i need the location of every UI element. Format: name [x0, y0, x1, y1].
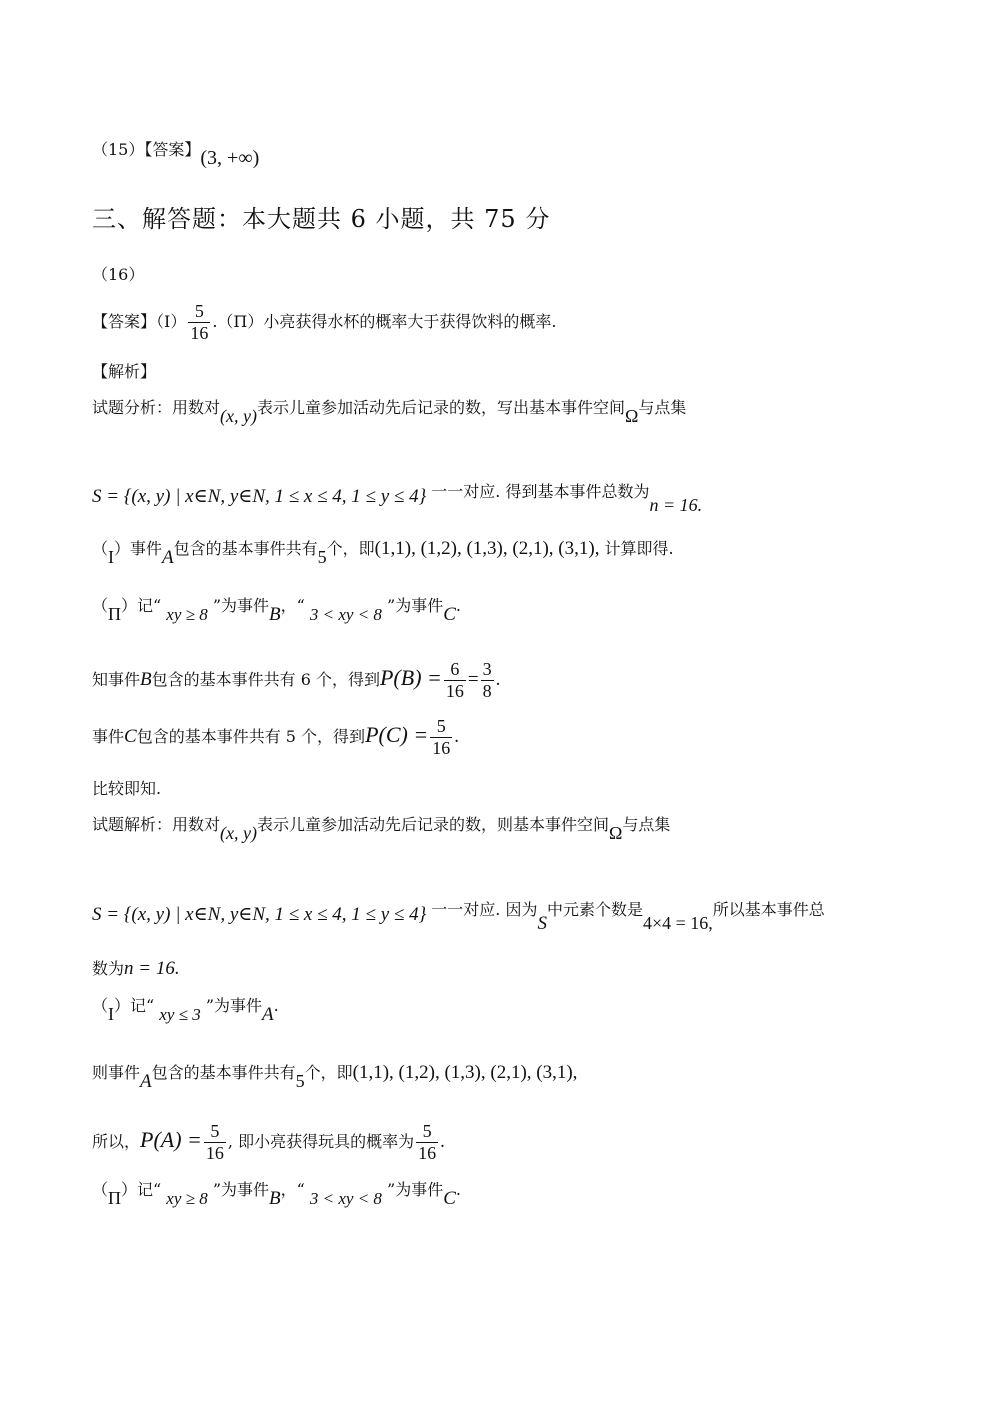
text: 包含的基本事件共有	[151, 1063, 296, 1082]
text: （	[92, 539, 109, 558]
condition: 3 < xy < 8	[309, 1189, 382, 1208]
q16-label: （16）	[92, 265, 145, 284]
text: 所以，	[92, 1131, 141, 1151]
pair-expr: (x, y)	[220, 406, 257, 426]
detail-set-line	[92, 900, 825, 936]
text: 试题分析：用数对	[92, 398, 221, 417]
fraction-numerator: 5	[436, 716, 446, 736]
text: （	[92, 996, 109, 1015]
brief-part1-line	[92, 538, 674, 570]
brief-event-c-line	[92, 717, 459, 758]
text: ”为事件	[205, 996, 262, 1015]
text: .	[440, 1130, 445, 1152]
roman-numeral: Π	[108, 1188, 122, 1208]
prob-expr: P(B) =	[379, 664, 442, 690]
fraction-denominator: 16	[445, 680, 464, 701]
text: .	[455, 1180, 461, 1199]
detail-part2-line	[92, 1180, 461, 1211]
section-heading: 三、解答题：本大题共 6 小题，共 75 分	[92, 205, 551, 233]
brief-line-1	[92, 398, 686, 428]
text: ”为事件	[212, 596, 269, 615]
event-var: C	[124, 725, 137, 747]
text: .	[455, 596, 461, 615]
detail-n-line	[92, 958, 180, 981]
text: ）记“	[114, 996, 155, 1015]
event-var: B	[269, 604, 281, 625]
fraction-numerator: 6	[450, 659, 460, 679]
fraction-denominator: 8	[482, 680, 492, 701]
outcome-list: (1,1), (1,2), (1,3), (2,1), (3,1),	[374, 538, 600, 559]
condition: 3 < xy < 8	[309, 605, 382, 624]
condition: xy ≥ 8	[166, 605, 208, 624]
text: （	[92, 1180, 109, 1199]
text: ”为事件	[387, 1180, 444, 1199]
prob-expr: P(A) =	[140, 1126, 202, 1152]
brief-set-line	[92, 482, 702, 517]
fraction-denominator: 16	[190, 322, 209, 343]
equals: =	[467, 668, 479, 690]
text: 计算即得.	[604, 539, 674, 558]
text: 所以基本事件总	[712, 900, 825, 919]
roman-numeral: Π	[108, 604, 122, 624]
fraction-numerator: 5	[210, 1121, 220, 1141]
q16-answer-line	[92, 302, 556, 343]
condition: xy ≤ 3	[159, 1005, 201, 1024]
text: （	[92, 596, 109, 615]
prob-expr: P(C) =	[365, 721, 429, 747]
text: ，“	[280, 596, 305, 615]
detail-part1-line	[92, 996, 279, 1027]
text: ）事件	[114, 539, 163, 558]
text: 包含的基本事件共有 6 个，得到	[151, 669, 380, 689]
compare-line: 比较即知.	[92, 779, 162, 798]
fraction-numerator: 3	[482, 659, 492, 679]
event-var: C	[443, 604, 456, 625]
omega-symbol: Ω	[625, 406, 639, 426]
event-var: C	[443, 1188, 456, 1209]
pair-expr: (x, y)	[220, 823, 257, 843]
roman-numeral: I	[108, 547, 115, 567]
text: 个，即	[326, 539, 375, 558]
text: , 即小亮获得玩具的概率为	[227, 1131, 415, 1151]
q16-answer-fraction	[188, 302, 210, 343]
text: 数为	[92, 959, 125, 978]
n-expr: n = 16.	[649, 495, 703, 515]
text: 事件	[92, 726, 125, 746]
text: ）记“	[121, 596, 162, 615]
q15-label: （15）【答案】	[92, 140, 201, 159]
fraction-numerator: 5	[194, 301, 204, 321]
text: .	[495, 668, 501, 690]
condition: xy ≥ 8	[166, 1189, 208, 1208]
count: 5	[317, 547, 327, 567]
text: 包含的基本事件共有 5 个，得到	[136, 726, 366, 746]
analysis-label: 【解析】	[92, 362, 157, 381]
fraction	[204, 1122, 226, 1163]
text: 则事件	[92, 1063, 141, 1082]
q16-answer-label: 【答案】（Ⅰ）	[92, 311, 187, 331]
text: 表示儿童参加活动先后记录的数，则基本事件空间	[256, 815, 609, 834]
brief-event-b-line	[92, 660, 500, 701]
text: 与点集	[638, 398, 687, 417]
text: 与点集	[622, 815, 671, 834]
set-expr: S = {(x, y) | x∈N, y∈N, 1 ≤ x ≤ 4, 1 ≤ y ≤ 4}	[92, 904, 427, 925]
set-expr: S = {(x, y) | x∈N, y∈N, 1 ≤ x ≤ 4, 1 ≤ y ≤ 4}	[92, 486, 427, 507]
text: 个，即	[304, 1063, 353, 1082]
fraction	[481, 660, 494, 701]
text: ）记“	[121, 1180, 162, 1199]
q15-answer-line	[92, 140, 259, 170]
event-var: A	[162, 547, 174, 568]
detail-so-line	[92, 1122, 445, 1163]
text: ”为事件	[212, 1180, 269, 1199]
text: 包含的基本事件共有	[173, 539, 318, 558]
fraction-denominator: 16	[432, 737, 451, 758]
event-var: A	[140, 1071, 152, 1092]
fraction-denominator: 16	[418, 1142, 437, 1163]
text: ”为事件	[387, 596, 444, 615]
fraction-numerator: 5	[422, 1121, 432, 1141]
product-expr: 4×4 = 16,	[642, 913, 713, 933]
detail-event-a-line	[92, 1062, 577, 1094]
text: 表示儿童参加活动先后记录的数，写出基本事件空间	[256, 398, 625, 417]
text: .	[273, 996, 279, 1015]
text: 一一对应. 得到基本事件总数为	[431, 482, 650, 501]
n-expr: n = 16.	[124, 958, 180, 979]
event-var: B	[140, 668, 152, 690]
q15-answer: (3, +∞)	[200, 147, 260, 169]
detail-line-1	[92, 815, 670, 845]
omega-symbol: Ω	[609, 823, 623, 843]
event-var: B	[269, 1188, 281, 1209]
fraction	[416, 1122, 438, 1163]
text: 一一对应. 因为	[431, 900, 538, 919]
roman-numeral: I	[108, 1004, 115, 1024]
text: .	[454, 725, 459, 747]
fraction-denominator: 16	[205, 1142, 224, 1163]
outcome-list: (1,1), (1,2), (1,3), (2,1), (3,1),	[352, 1062, 578, 1083]
fraction	[430, 717, 452, 758]
set-var: S	[537, 913, 547, 934]
text: 知事件	[92, 669, 141, 689]
brief-part2-line	[92, 596, 461, 627]
event-var: A	[262, 1004, 274, 1025]
fraction	[444, 660, 466, 701]
q16-answer-rest: .（Π）小亮获得水杯的概率大于获得饮料的概率.	[212, 311, 557, 331]
text: ，“	[280, 1180, 305, 1199]
text: 中元素个数是	[546, 900, 643, 919]
text: 试题解析：用数对	[92, 815, 221, 834]
count: 5	[295, 1071, 305, 1091]
